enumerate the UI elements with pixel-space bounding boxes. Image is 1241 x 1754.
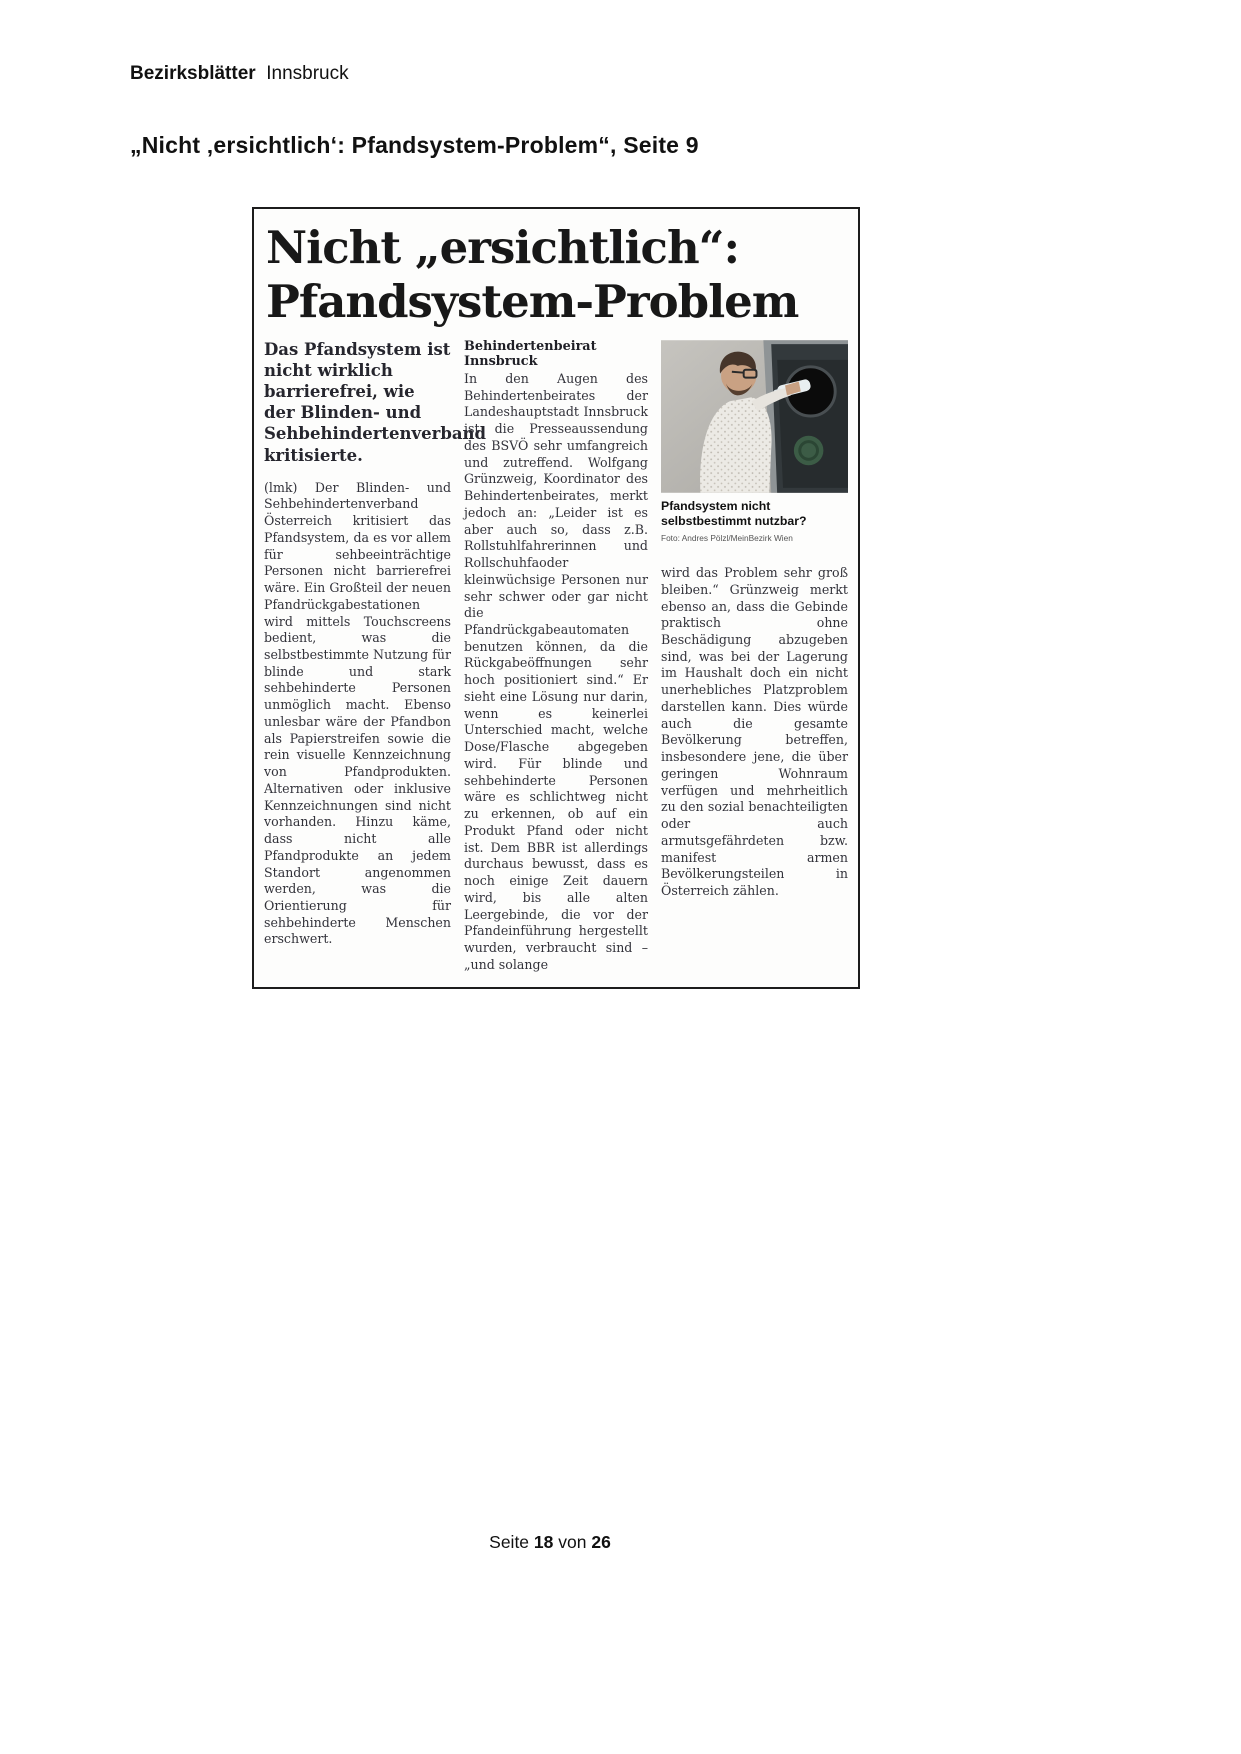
footer-total-pages: 26 <box>591 1532 611 1552</box>
footer-label-page: Seite <box>489 1532 530 1552</box>
article-subheading: Behindertenbeirat Innsbruck <box>464 339 597 369</box>
article-column-2 <box>464 339 648 973</box>
headline-line-1: Nicht „ersichtlich“: <box>266 221 740 274</box>
headline-line-2: Pfandsystem-Problem <box>266 275 799 328</box>
publication-edition-label: Innsbruck <box>266 63 349 84</box>
newspaper-clipping <box>252 207 860 989</box>
article-body-col1: (lmk) Der Blinden- und Sehbehindertenverband Österreich kritisiert das Pfandsystem, da es vor allem für sehbeeinträchtige Personen nicht barrierefrei wäre. Ein Großteil der neuen Pfandrückgabestationen wird mittels Touchscreens bedient, was die selbstbestimmte Nutzung für blinde und stark sehbehinderte Personen unmöglich macht. Ebenso unlesbar wäre der Pfandbon als Papierstreifen sowie die rein visuelle Kennzeichnung von Pfandprodukten. Alternativen oder inklusive Kennzeichnungen sind nicht vorhanden. Hinzu käme, dass nicht alle Pfandprodukte an jedem Standort angenommen werden, was die Orientierung für sehbehinderte Menschen erschwert. <box>264 479 451 947</box>
article-columns <box>264 339 848 973</box>
article-body-col3: wird das Problem sehr groß bleiben.“ Grünzweig merkt ebenso an, dass die Gebinde praktisch ohne Beschädigung abzugeben sind, was bei der Lagerung im Haushalt doch ein nicht unerhebliches Platzproblem darstellen kann. Dies würde auch die gesamte Bevölkerung betreffen, insbesondere jene, die über geringen Wohnraum verfügen und mehrheitlich zu den sozial benachteiligten oder auch armutsgefährdeten bzw. manifest armen Bevölkerungsteilen in Österreich zählen. <box>661 565 848 899</box>
article-headline <box>266 221 848 329</box>
article-column-1 <box>264 339 487 973</box>
photo-caption <box>661 499 848 545</box>
page-title: „Nicht ‚ersichtlich‘: Pfandsystem-Problem“, Seite 9 <box>130 132 699 158</box>
publication-name: Bezirksblätter <box>130 63 256 84</box>
article-lead: Das Pfandsystem ist nicht wirklich barrierefrei, wie der Blinden- und Sehbehindertenverband kritisierte. <box>264 340 487 465</box>
footer-current-page: 18 <box>533 1532 554 1552</box>
footer-label-of: von <box>558 1532 587 1552</box>
article-photo <box>661 339 848 494</box>
article-body-col2: In den Augen des Behindertenbeirates der Landeshauptstadt Innsbruck ist die Presseaussendung des BSVÖ sehr umfangreich und zutreffend. Wolfgang Grünzweig, Koordinator des Behindertenbeirates, merkt jedoch an: „Leider ist es aber auch so, dass z.B. Rollstuhlfahrerinnen und Rollschuhfaoder kleinwüchsige Personen nur sehr schwer oder gar nicht die Pfandrückgabeautomaten benutzen können, da die Rückgabeöffnungen sehr hoch positioniert sind.“ Er sieht eine Lösung nur darin, wenn es keinerlei Unterschied macht, welche Dose/Flasche abgegeben wird. Für blinde und sehbehinderte Personen wäre es schlichtweg nicht zu erkennen, ob auf ein Produkt Pfand oder nicht ist. Dem BBR ist allerdings durchaus bewusst, dass es noch einige Zeit dauern wird, bis alle alten Leergebinde, die vor der Pfandeinführung hergestellt wurden, verbraucht sind – „und solange <box>464 371 648 972</box>
page-footer <box>0 1532 1100 1553</box>
photo-caption-text: Pfandsystem nicht selbstbestimmt nutzbar? <box>661 499 807 529</box>
publication-header <box>130 63 349 85</box>
photo-credit: Foto: Andres Pölzl/MeinBezirk Wien <box>661 532 793 543</box>
article-column-3 <box>661 339 848 973</box>
